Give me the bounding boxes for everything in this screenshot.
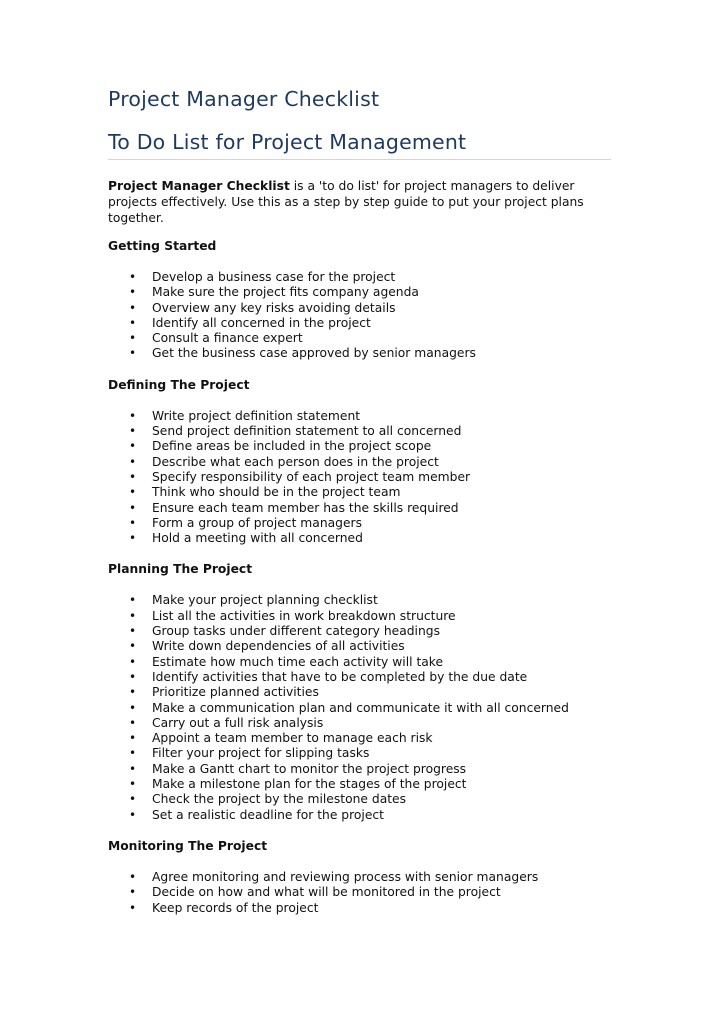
bullet-icon: • (129, 639, 137, 654)
checklist-item-text: Keep records of the project (152, 900, 319, 915)
checklist-item (108, 485, 612, 500)
bullet-icon: • (129, 515, 137, 530)
intro-bold-phrase: Project Manager Checklist (108, 179, 290, 193)
bullet-icon: • (129, 792, 137, 807)
bullet-icon: • (129, 731, 137, 746)
checklist-section (108, 377, 612, 547)
checklist-item (108, 624, 612, 639)
checklist-item (108, 501, 612, 516)
bullet-icon: • (129, 500, 137, 515)
checklist-item (108, 639, 612, 654)
checklist-item-text: Ensure each team member has the skills required (152, 500, 459, 515)
bullet-icon: • (129, 469, 137, 484)
bullet-icon: • (129, 439, 137, 454)
bullet-icon: • (129, 869, 137, 884)
checklist-item (108, 777, 612, 792)
checklist-section (108, 238, 612, 362)
intro-text: is a 'to do list' for project managers to deliver projects effectively. Use this as a step by step guide to put your project plans together. (108, 179, 584, 225)
bullet-icon: • (129, 746, 137, 761)
checklist-item-text: Send project definition statement to all concerned (152, 424, 462, 439)
checklist-item (108, 731, 612, 746)
checklist-item-text: Check the project by the milestone dates (152, 792, 407, 807)
checklist-item-text: Estimate how much time each activity will take (152, 654, 444, 669)
bullet-icon: • (129, 624, 137, 639)
bullet-icon: • (129, 885, 137, 900)
checklist-item-text: Filter your project for slipping tasks (152, 746, 370, 761)
checklist-item-text: Make your project planning checklist (152, 593, 378, 608)
checklist-item (108, 685, 612, 700)
section-heading: Defining The Project (108, 377, 250, 392)
bullet-icon: • (129, 777, 137, 792)
bullet-icon: • (129, 285, 137, 300)
bullet-icon: • (129, 270, 137, 284)
checklist-item (108, 792, 612, 807)
checklist-item-text: Group tasks under different category headings (152, 624, 440, 639)
checklist-item (108, 746, 612, 761)
checklist-list (108, 270, 612, 362)
checklist-item-text: Identify activities that have to be completed by the due date (152, 669, 528, 684)
checklist-item (108, 655, 612, 670)
bullet-icon: • (129, 700, 137, 715)
bullet-icon: • (129, 685, 137, 700)
checklist-item-text: List all the activities in work breakdown structure (152, 608, 456, 623)
bullet-icon: • (129, 531, 137, 546)
bullet-icon: • (129, 454, 137, 469)
intro-paragraph (108, 178, 612, 226)
bullet-icon: • (129, 346, 137, 361)
bullet-icon: • (129, 408, 137, 423)
section-heading: Monitoring The Project (108, 838, 268, 853)
checklist-section (108, 838, 612, 916)
checklist-section (108, 561, 612, 822)
section-heading: Getting Started (108, 239, 217, 253)
checklist-item (108, 593, 612, 608)
checklist-item-text: Consult a finance expert (152, 331, 303, 346)
bullet-icon: • (129, 807, 137, 822)
checklist-item-text: Specify responsibility of each project team member (152, 469, 471, 484)
checklist-item (108, 808, 612, 823)
bullet-icon: • (129, 331, 137, 346)
checklist-item (108, 424, 612, 439)
checklist-item (108, 870, 612, 885)
checklist-item (108, 439, 612, 454)
checklist-item-text: Overview any key risks avoiding details (152, 300, 396, 315)
checklist-item-text: Make a Gantt chart to monitor the project progress (152, 761, 467, 776)
checklist-item (108, 470, 612, 485)
bullet-icon: • (129, 654, 137, 669)
checklist-item-text: Define areas be included in the project scope (152, 439, 432, 454)
bullet-icon: • (129, 761, 137, 776)
checklist-item (108, 901, 612, 916)
checklist-item-text: Appoint a team member to manage each risk (152, 731, 433, 746)
checklist-item (108, 346, 612, 361)
checklist-item-text: Think who should be in the project team (152, 485, 401, 500)
checklist-item (108, 516, 612, 531)
document-page (108, 82, 612, 916)
checklist-item-text: Form a group of project managers (152, 515, 362, 530)
checklist-item-text: Develop a business case for the project (152, 270, 396, 284)
checklist-item-text: Hold a meeting with all concerned (152, 531, 363, 546)
bullet-icon: • (129, 424, 137, 439)
checklist-item-text: Set a realistic deadline for the project (152, 807, 384, 822)
checklist-item (108, 762, 612, 777)
bullet-icon: • (129, 608, 137, 623)
checklist-item-text: Make a milestone plan for the stages of the project (152, 777, 467, 792)
checklist-item-text: Make a communication plan and communicate it with all concerned (152, 700, 569, 715)
checklist-item (108, 301, 612, 316)
checklist-sections (108, 238, 612, 916)
checklist-item-text: Identify all concerned in the project (152, 315, 371, 330)
checklist-list (108, 409, 612, 547)
bullet-icon: • (129, 315, 137, 330)
section-heading: Planning The Project (108, 562, 253, 577)
checklist-list (108, 870, 612, 916)
checklist-item-text: Describe what each person does in the project (152, 454, 439, 469)
checklist-item (108, 270, 612, 285)
bullet-icon: • (129, 300, 137, 315)
bullet-icon: • (129, 715, 137, 730)
checklist-item (108, 885, 612, 900)
bullet-icon: • (129, 593, 137, 608)
checklist-item (108, 609, 612, 624)
checklist-item-text: Make sure the project fits company agenda (152, 285, 419, 300)
checklist-item (108, 716, 612, 731)
checklist-item (108, 409, 612, 424)
checklist-item-text: Get the business case approved by senior managers (152, 346, 476, 361)
checklist-item-text: Agree monitoring and reviewing process with senior managers (152, 869, 539, 884)
checklist-item (108, 316, 612, 331)
bullet-icon: • (129, 669, 137, 684)
checklist-item (108, 285, 612, 300)
bullet-icon: • (129, 485, 137, 500)
checklist-item (108, 701, 612, 716)
checklist-item-text: Prioritize planned activities (152, 685, 319, 700)
checklist-item-text: Carry out a full risk analysis (152, 715, 324, 730)
document-title: Project Manager Checklist (108, 87, 380, 111)
checklist-item (108, 455, 612, 470)
checklist-item (108, 670, 612, 685)
bullet-icon: • (129, 900, 137, 915)
checklist-item-text: Write down dependencies of all activities (152, 639, 405, 654)
checklist-item (108, 531, 612, 546)
document-subtitle: To Do List for Project Management (108, 130, 467, 154)
checklist-item-text: Decide on how and what will be monitored in the project (152, 885, 501, 900)
checklist-item (108, 331, 612, 346)
checklist-list (108, 593, 612, 822)
heading-divider (108, 159, 611, 160)
checklist-item-text: Write project definition statement (152, 408, 361, 423)
